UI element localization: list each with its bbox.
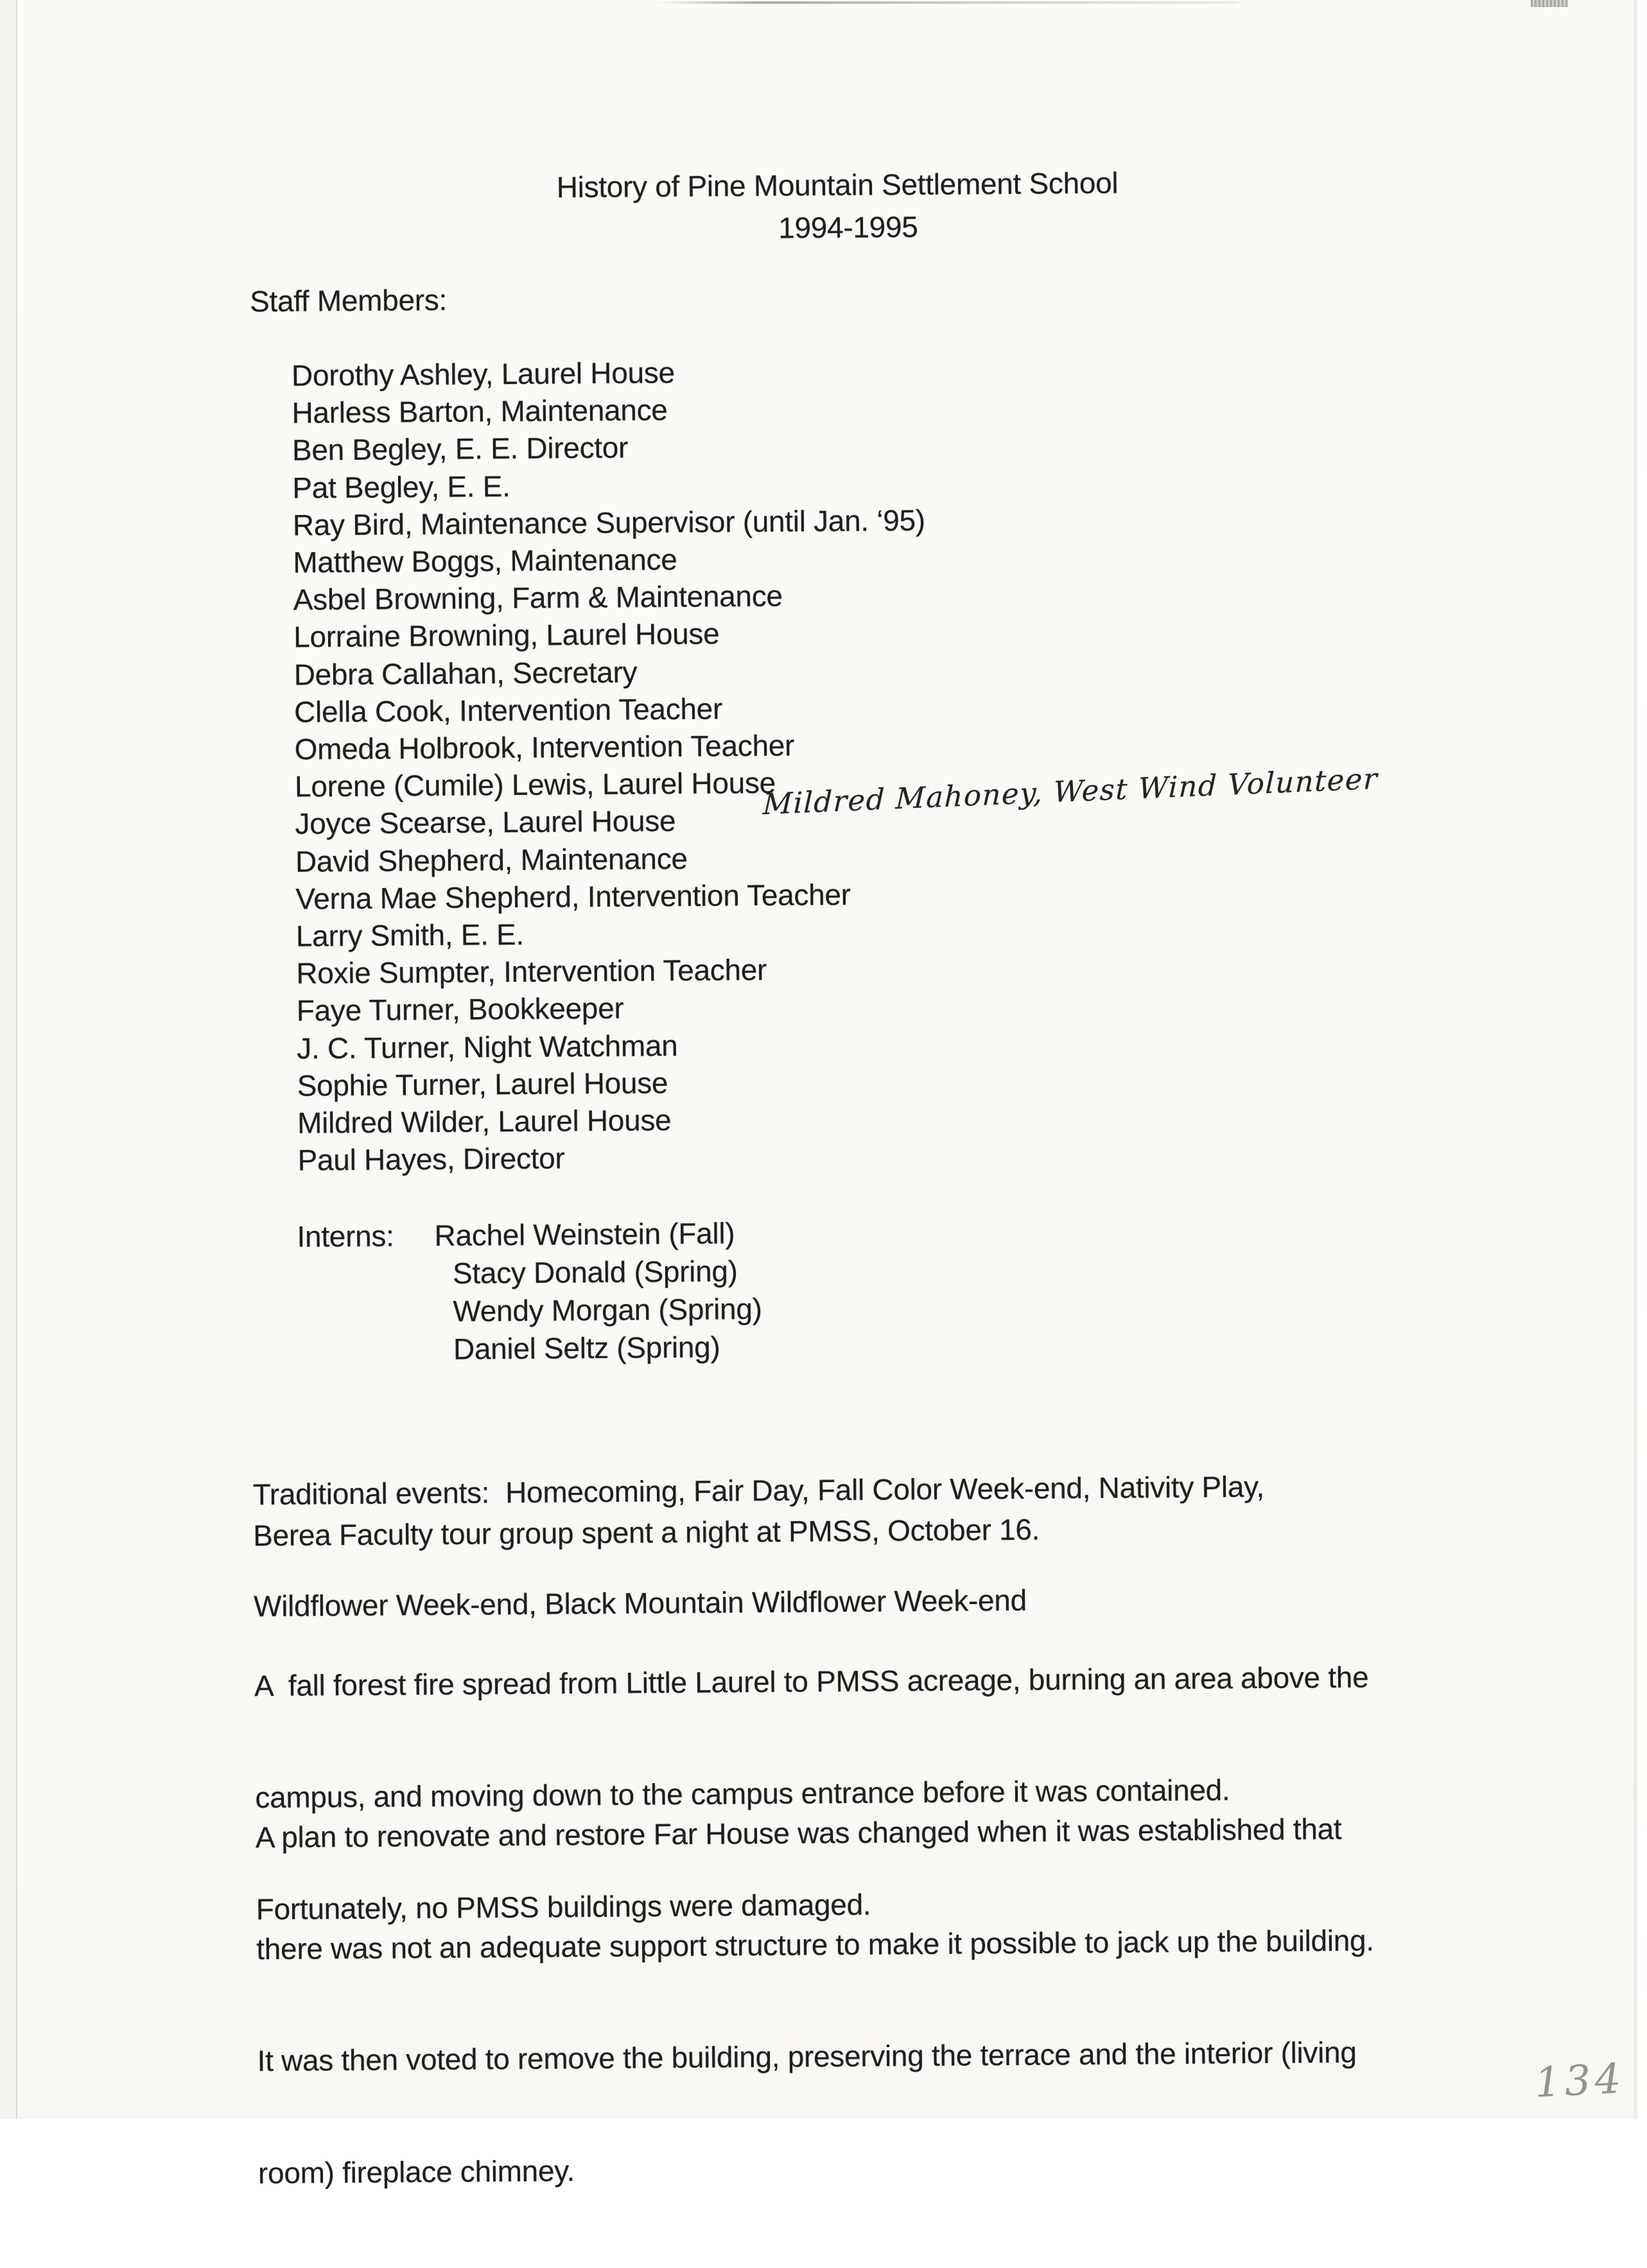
paragraph-line: A fall forest fire spread from Little Laurel to PMSS acreage, burning an area above the	[254, 1660, 1369, 1703]
staff-member-row: Omeda Holbrook, Intervention Teacher	[294, 728, 795, 766]
staff-member-row: Joyce Scearse, Laurel House	[295, 804, 676, 841]
staff-members-heading: Staff Members:	[249, 283, 448, 318]
staff-member-row: Ben Begley, E. E. Director	[292, 430, 629, 467]
intern-row: Rachel Weinstein (Fall)	[434, 1216, 735, 1252]
document-subtitle-years: 1994-1995	[778, 210, 918, 245]
staff-member-row: Paul Hayes, Director	[297, 1141, 565, 1177]
document-title: History of Pine Mountain Settlement School	[556, 166, 1119, 204]
paragraph-line: Fortunately, no PMSS buildings were damaged.	[256, 1888, 871, 1926]
paragraph-line: A plan to renovate and restore Far House was changed when it was established that	[255, 1811, 1342, 1854]
staff-member-row: Dorothy Ashley, Laurel House	[291, 356, 675, 392]
staff-member-row: Roxie Sumpter, Intervention Teacher	[296, 953, 767, 990]
staff-member-row: David Shepherd, Maintenance	[295, 841, 688, 878]
staff-member-row: Matthew Boggs, Maintenance	[293, 543, 677, 579]
intern-row: Stacy Donald (Spring)	[452, 1254, 738, 1290]
staff-member-row: Lorraine Browning, Laurel House	[293, 616, 720, 654]
handwritten-annotation-mildred-mahoney: Mildred Mahoney, West Wind Volunteer	[762, 761, 1379, 822]
far-house-paragraph	[255, 1736, 1377, 2266]
staff-member-row: Verna Mae Shepherd, Intervention Teacher	[295, 877, 851, 916]
staff-member-row: Faye Turner, Bookkeeper	[296, 991, 624, 1028]
staff-member-row: Harless Barton, Maintenance	[292, 393, 668, 430]
staff-member-row: J. C. Turner, Night Watchman	[297, 1028, 678, 1065]
paragraph-line: Wildflower Week-end, Black Mountain Wildflower Week-end	[253, 1583, 1027, 1623]
staff-member-row: Sophie Turner, Laurel House	[297, 1065, 668, 1103]
paragraph-line: there was not an adequate support structure to make it possible to jack up the building.	[256, 1923, 1374, 1966]
staff-member-row: Asbel Browning, Farm & Maintenance	[293, 579, 783, 616]
berea-tour-paragraph: Berea Faculty tour group spent a night at PMSS, October 16.	[253, 1512, 1040, 1553]
paragraph-line: It was then voted to remove the building, preserving the terrace and the interior (living	[257, 2036, 1357, 2078]
handwritten-page-number: 134	[1533, 2055, 1626, 2107]
staff-member-row: Debra Callahan, Secretary	[293, 655, 638, 692]
staff-member-row: Clella Cook, Intervention Teacher	[293, 692, 723, 729]
paragraph-line: room) fireplace chimney.	[257, 2153, 575, 2190]
staff-member-row: Ray Bird, Maintenance Supervisor (until Jan. ‘95)	[292, 503, 926, 542]
paragraph-line: Traditional events: Homecoming, Fair Day, Fall Color Week-end, Nativity Play,	[252, 1469, 1265, 1512]
staff-member-row: Lorene (Cumile) Lewis, Laurel House	[294, 766, 776, 803]
staff-member-row: Pat Begley, E. E.	[292, 469, 510, 505]
paragraph-line: campus, and moving down to the campus entrance before it was contained.	[255, 1773, 1230, 1815]
intern-row: Wendy Morgan (Spring)	[453, 1291, 762, 1328]
staff-members-list	[292, 352, 930, 1179]
staff-member-row: Larry Smith, E. E.	[295, 917, 525, 953]
staff-member-row: Mildred Wilder, Laurel House	[297, 1103, 672, 1140]
interns-label: Interns:	[297, 1219, 394, 1253]
intern-row: Daniel Seltz (Spring)	[453, 1330, 720, 1366]
